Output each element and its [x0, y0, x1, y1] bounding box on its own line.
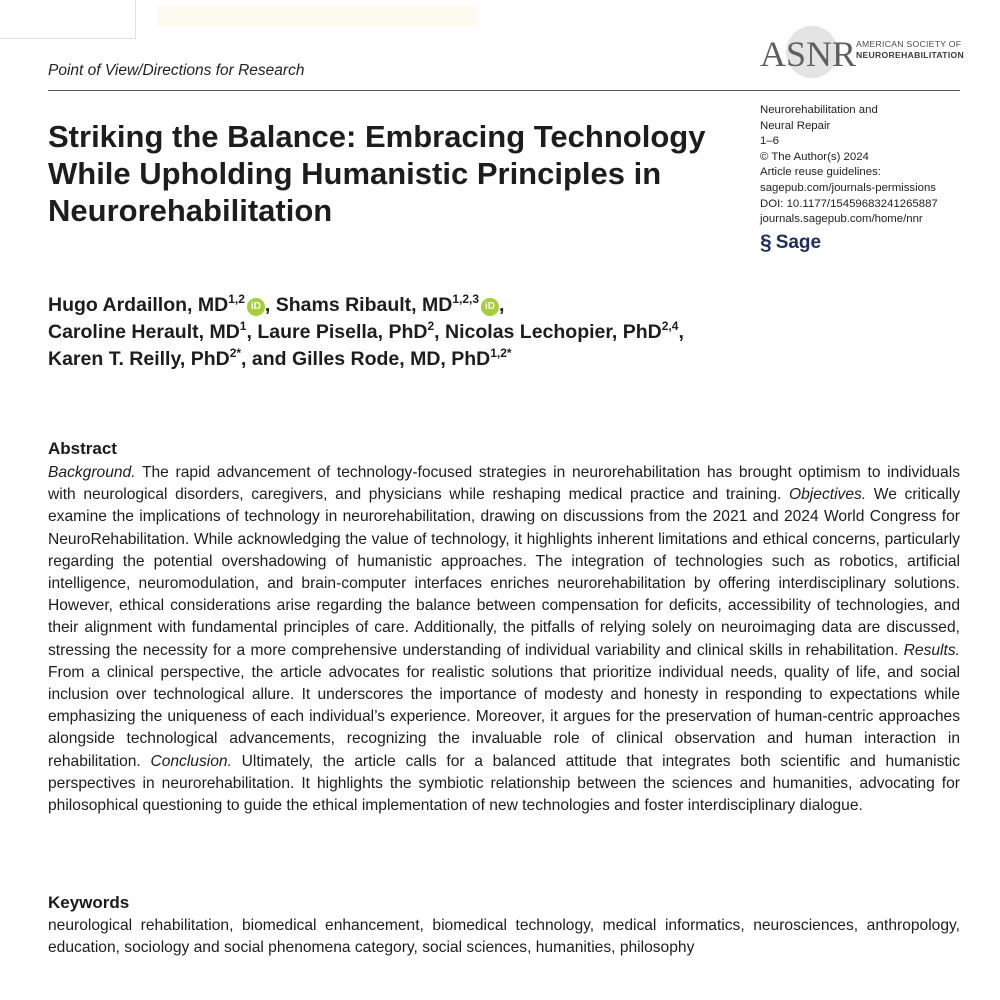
- reuse-label: Article reuse guidelines:: [760, 166, 881, 179]
- author-affiliation: 2*: [229, 345, 242, 360]
- publisher-name: Sage: [775, 232, 822, 253]
- reuse-link[interactable]: sagepub.com/journals-permissions: [760, 181, 937, 194]
- copyright: © The Author(s) 2024: [760, 150, 869, 163]
- author-affiliation: 1,2*: [490, 345, 512, 360]
- logo-subtitle-line1: AMERICAN SOCIETY OF: [856, 39, 962, 49]
- author-affiliation: 2,4: [661, 318, 679, 333]
- logo-subtitle: [856, 39, 964, 61]
- conclusion-label: Conclusion.: [150, 752, 232, 770]
- journal-link[interactable]: journals.sagepub.com/home/nnr: [760, 213, 923, 226]
- article-title: Striking the Balance: Embracing Technology While Upholding Humanistic Principles in Neurorehabilitation: [48, 119, 706, 228]
- author-affiliation: 1: [239, 318, 247, 333]
- author-name: Gilles Rode, MD, PhD: [291, 348, 491, 370]
- author-name: Hugo Ardaillon, MD: [48, 294, 229, 316]
- doi[interactable]: DOI: 10.1177/15459683241265887: [760, 197, 938, 210]
- conclusion-text: Ultimately, the article calls for a balanced attitude that integrates both scientific and humanistic perspectives in neurorehabilitation. It highlights the symbiotic relationship between the sciences and humanities, advocating for philosophical questioning to guide the ethical implementation of new technologies and foster interdisciplinary dialogue.: [48, 752, 960, 815]
- author-affiliation: 1,2,3: [452, 291, 480, 306]
- abstract-heading: Abstract: [48, 439, 117, 458]
- logo-subtitle-line2: NEUROREHABILITATION: [856, 50, 965, 60]
- page-range: 1–6: [760, 135, 780, 148]
- author-separator: ,: [264, 294, 276, 316]
- author-name: Caroline Herault, MD: [48, 321, 240, 343]
- abstract-body: [48, 462, 960, 817]
- header-divider: [48, 90, 960, 91]
- author-affiliation: 2: [427, 318, 435, 333]
- author-name: Laure Pisella, PhD: [257, 321, 428, 343]
- article-type-label: Point of View/Directions for Research: [48, 62, 305, 79]
- asnr-logo: [760, 26, 965, 78]
- author-separator: ,: [434, 321, 446, 343]
- author-separator: ,: [499, 294, 505, 316]
- author-separator: ,: [246, 321, 258, 343]
- keywords-heading: Keywords: [48, 893, 130, 912]
- author-name: Karen T. Reilly, PhD: [48, 348, 230, 370]
- journal-name-line2: Neural Repair: [760, 119, 831, 132]
- sage-logo: [760, 232, 821, 254]
- page-corner-mark: [0, 0, 136, 39]
- keywords-body: neurological rehabilitation, biomedical enhancement, biomedical technology, medical informatics, neurosciences, anthropology, education, sociology and social phenomena category, social sciences, humanities, philosophy: [48, 917, 960, 957]
- background-label: Background.: [48, 464, 136, 481]
- results-label: Results.: [903, 641, 960, 659]
- results-text: From a clinical perspective, the article advocates for realistic solutions that prioritize individual needs, quality of life, and social inclusion over technological allure. It underscores the importance of modesty and honesty in responding to expectations while emphasizing the uniqueness of each individual’s experience. Moreover, it argues for the preservation of human-centric approaches alongside technological advancements, recognizing the invaluable role of clinical observation and human interaction in rehabilitation.: [48, 663, 960, 770]
- journal-name-line1: Neurorehabilitation and: [760, 104, 878, 116]
- author-separator: ,: [678, 321, 684, 343]
- logo-wordmark: ASNR: [760, 34, 857, 74]
- author-list: [48, 292, 978, 373]
- background-text: The rapid advancement of technology-focused strategies in neurorehabilitation has brought optimism to individuals with neurological disorders, caregivers, and physicians while reshaping medical practice and training.: [48, 464, 960, 504]
- objectives-text: We critically examine the implications of technology in neurorehabilitation, drawing on discussions from the 2021 and 2024 World Congress for NeuroRehabilitation. While acknowledging the value of technology, it highlights inherent limitations and ethical concerns, particularly regarding the potential overshadowing of humanistic approaches. The integration of technologies such as robotics, artificial intelligence, neuromodulation, and brain-computer interfaces enriches neurorehabilitation by offering interdisciplinary solutions. However, ethical considerations arise regarding the balance between compensation for deficits, accessibility of technologies, and their alignment with fundamental principles of care. Additionally, the pitfalls of relying solely on neuroimaging data are discussed, stressing the necessity for a more comprehensive understanding of individual variability and clinical skills in rehabilitation.: [48, 486, 960, 659]
- orcid-icon[interactable]: iD: [481, 298, 499, 316]
- objectives-label: Objectives.: [789, 486, 867, 504]
- sage-s-icon: §: [760, 231, 772, 254]
- page-highlight: [158, 6, 478, 26]
- journal-info: [760, 103, 938, 228]
- orcid-icon[interactable]: iD: [247, 298, 265, 316]
- author-affiliation: 1,2: [228, 291, 245, 306]
- author-separator: , and: [241, 348, 292, 370]
- author-name: Nicolas Lechopier, PhD: [445, 321, 662, 343]
- author-name: Shams Ribault, MD: [275, 294, 453, 316]
